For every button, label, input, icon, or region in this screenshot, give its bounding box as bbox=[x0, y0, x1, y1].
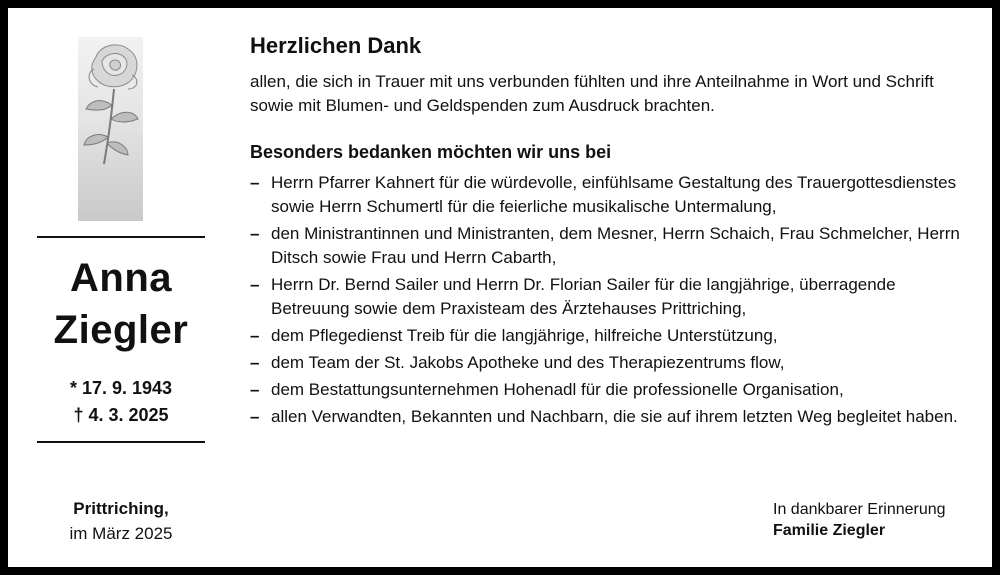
rose-image-panel bbox=[78, 37, 143, 221]
last-name: Ziegler bbox=[53, 308, 189, 352]
list-item-text: Herrn Dr. Bernd Sailer und Herrn Dr. Florian Sailer für die langjährige, überragende Betreuung sowie dem Praxisteam des Ärztehauses Prittriching, bbox=[271, 275, 896, 318]
closing-family: Familie Ziegler bbox=[773, 522, 886, 539]
list-item-text: dem Bestattungsunternehmen Hohenadl für die professionelle Organisation, bbox=[271, 380, 844, 399]
place-name: Prittriching, bbox=[73, 499, 169, 518]
section-subtitle: Besonders bedanken möchten wir uns bei bbox=[250, 142, 612, 162]
date-line: im März 2025 bbox=[69, 524, 173, 543]
intro-text: allen, die sich in Trauer mit uns verbunden fühlten und ihre Anteilnahme in Wort und Schrift sowie mit Blumen- und Geldspenden zum Ausdruck brachten. bbox=[250, 72, 934, 115]
dash-bullet: – bbox=[250, 173, 260, 192]
list-item bbox=[250, 222, 970, 270]
list-item-text: dem Pflegedienst Treib für die langjährige, hilfreiche Unterstützung, bbox=[271, 326, 778, 345]
list-item bbox=[250, 351, 970, 375]
obituary-card bbox=[8, 8, 992, 567]
divider-bottom bbox=[37, 441, 205, 443]
dash-bullet: – bbox=[250, 275, 260, 294]
dash-bullet: – bbox=[250, 224, 260, 243]
closing-line: In dankbarer Erinnerung bbox=[773, 501, 946, 518]
dash-bullet: – bbox=[250, 407, 260, 426]
dash-bullet: – bbox=[250, 353, 260, 372]
death-date: † 4. 3. 2025 bbox=[73, 405, 169, 425]
list-item-text: dem Team der St. Jakobs Apotheke und des Therapiezentrums flow, bbox=[271, 353, 785, 372]
dash-bullet: – bbox=[250, 326, 260, 345]
page-title: Herzlichen Dank bbox=[250, 33, 422, 58]
list-item-text: allen Verwandten, Bekannten und Nachbarn, die sie auf ihrem letzten Weg begleitet haben. bbox=[271, 407, 958, 426]
list-item-text: Herrn Pfarrer Kahnert für die würdevolle, einfühlsame Gestaltung des Trauergottesdienstes sowie Herrn Schumertl für die feierliche musikalische Untermalung, bbox=[271, 173, 957, 216]
list-item bbox=[250, 171, 970, 219]
list-item-text: den Ministrantinnen und Ministranten, dem Mesner, Herrn Schaich, Frau Schmelcher, Herrn Ditsch sowie Frau und Herrn Cabarth, bbox=[271, 224, 960, 267]
first-name: Anna bbox=[70, 256, 172, 300]
divider-top bbox=[37, 236, 205, 238]
rose-icon bbox=[66, 39, 156, 169]
list-item bbox=[250, 405, 970, 429]
list-item bbox=[250, 378, 970, 402]
birth-date: * 17. 9. 1943 bbox=[69, 378, 173, 398]
list-item bbox=[250, 324, 970, 348]
list-item bbox=[250, 273, 970, 321]
thanks-list bbox=[250, 171, 970, 432]
dash-bullet: – bbox=[250, 380, 260, 399]
